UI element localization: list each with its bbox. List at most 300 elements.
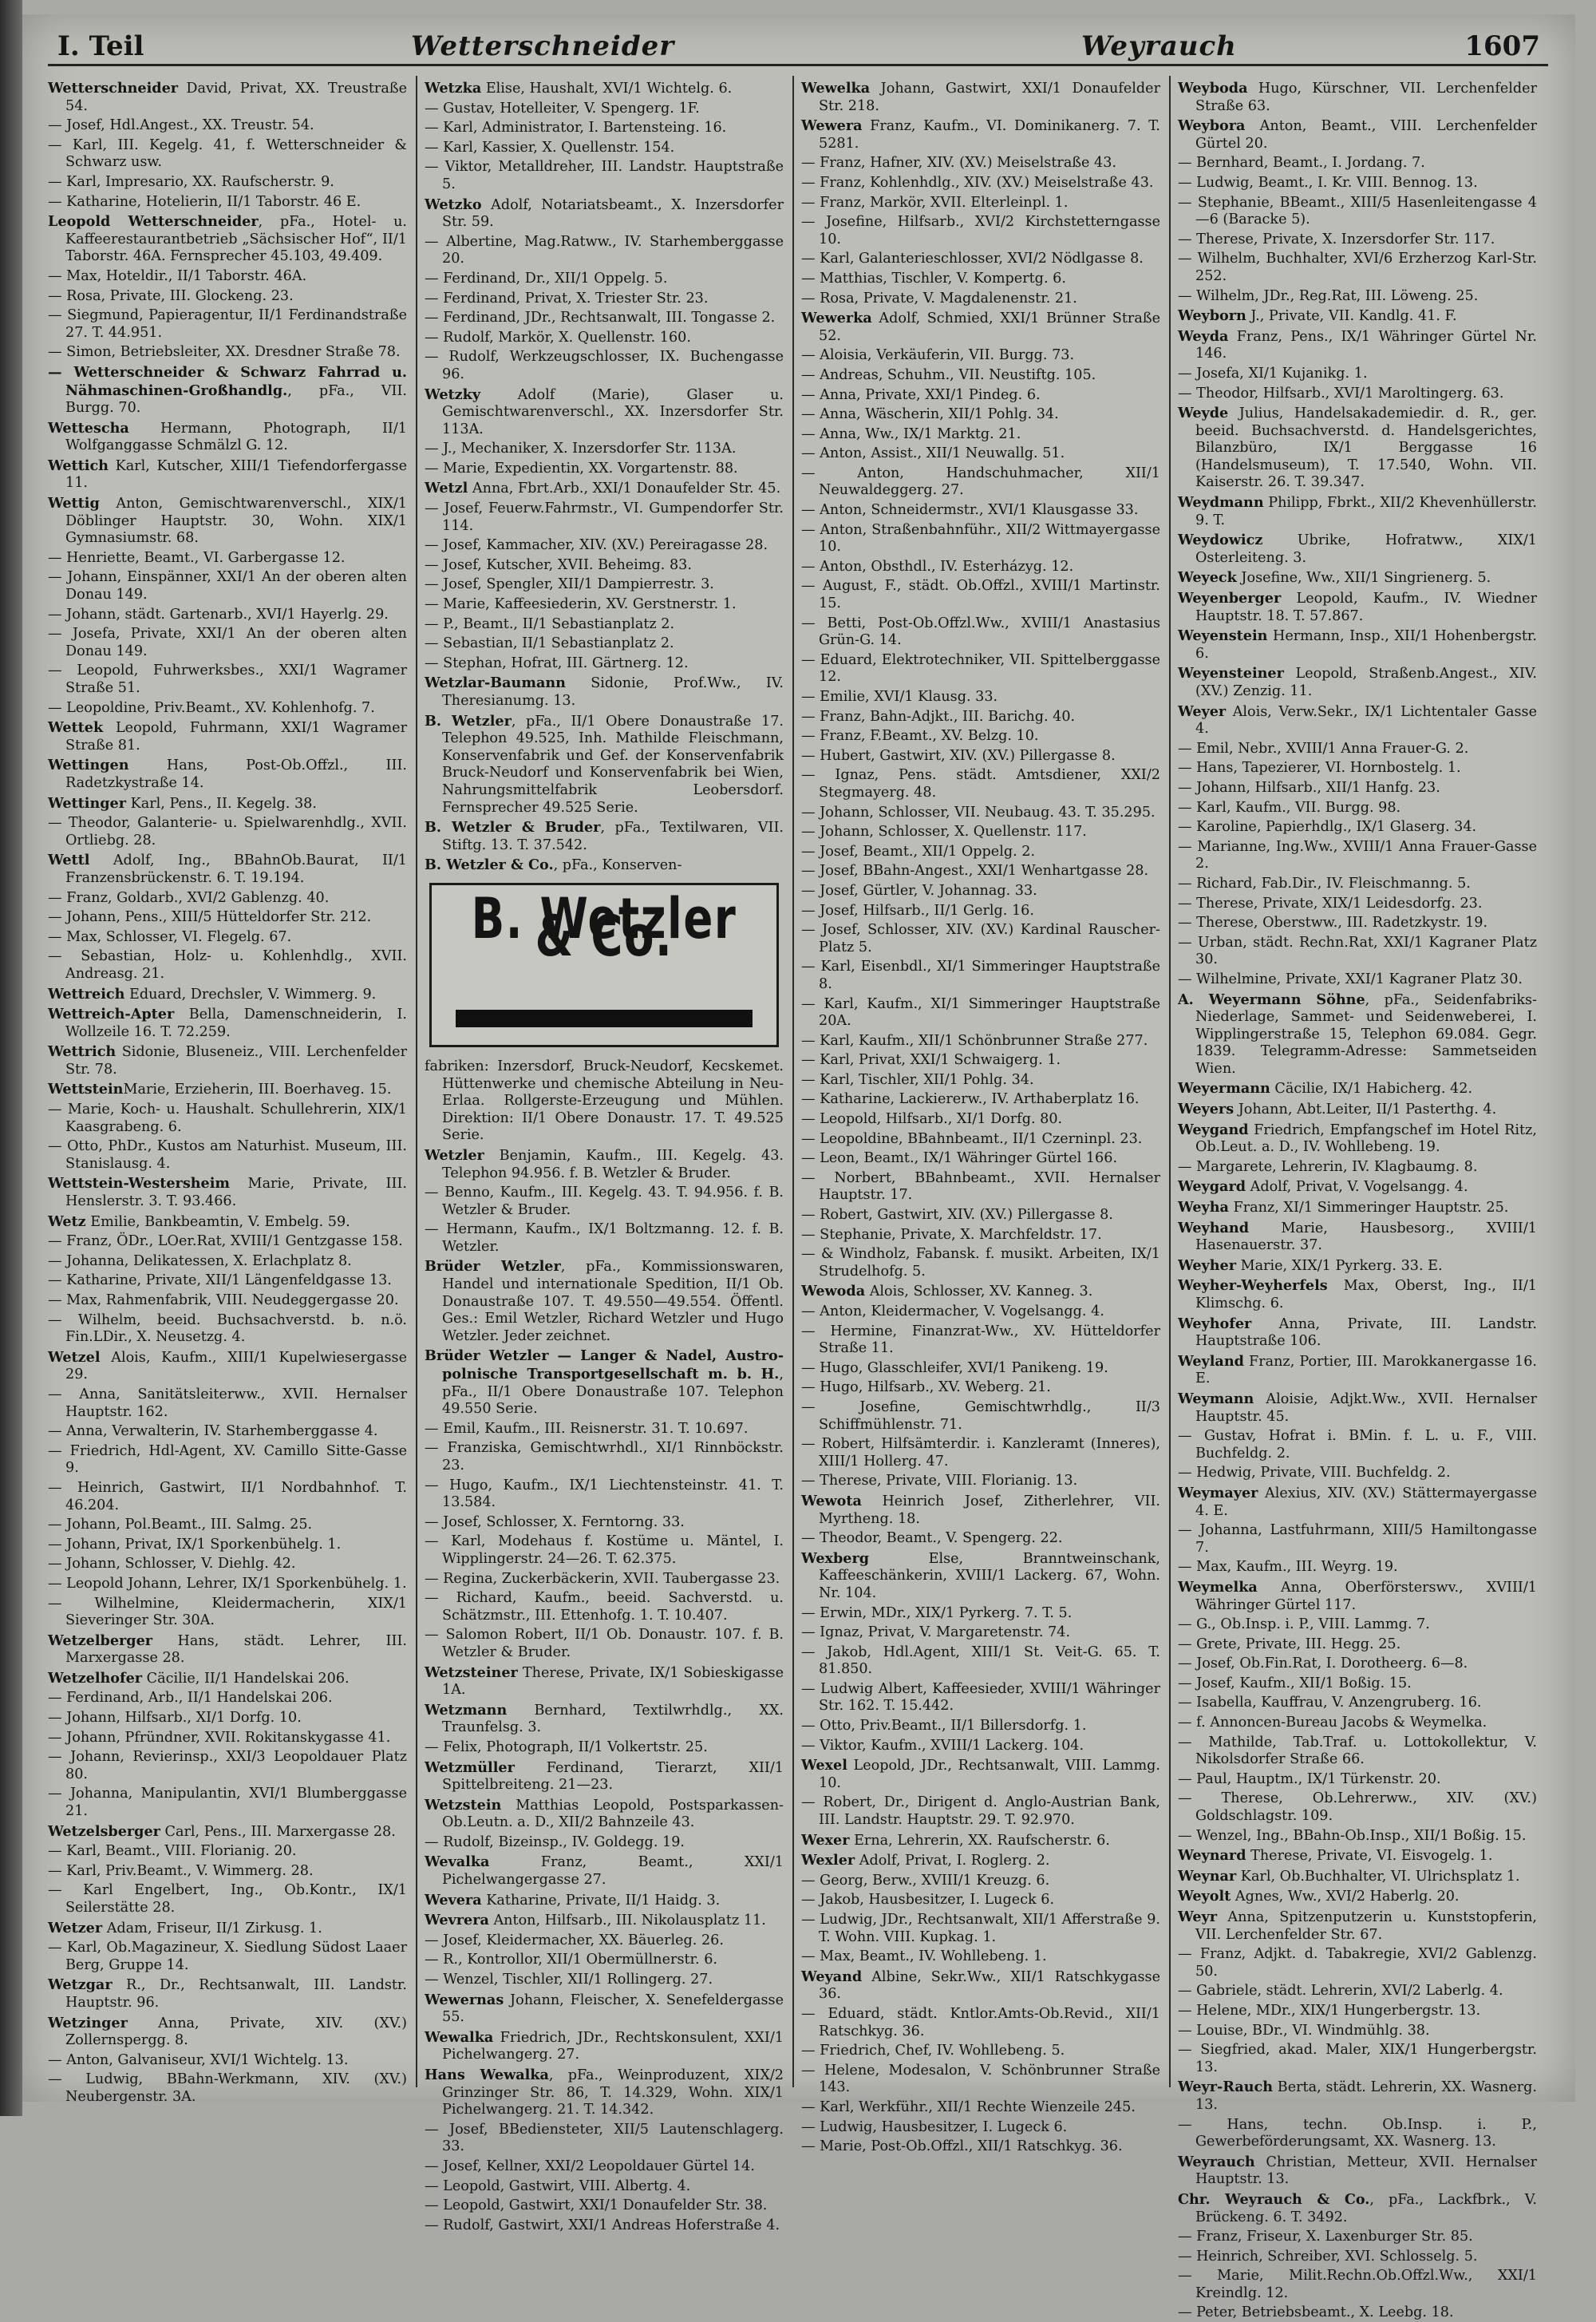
directory-entry [1178, 1353, 1537, 1388]
entry-details: — Hans, Tapezierer, VI. Hornbostelg. 1. [1178, 760, 1461, 777]
directory-entry [48, 1690, 407, 1707]
entry-details: — Johann, Pol.Beamt., III. Salmg. 25. [48, 1517, 313, 1533]
entry-name: Weyboda [1178, 80, 1248, 97]
entry-details: Franz, Portier, III. Marokkanergasse 16. E. [1195, 1353, 1537, 1387]
entry-details: Therese, Private, IX/1 Sobieskigasse 1A. [442, 1664, 784, 1699]
entry-details: — Johann, Privat, IX/1 Sporkenbühelg. 1. [48, 1536, 342, 1553]
directory-entry [1178, 1220, 1537, 1255]
entry-name: Wewernas [425, 1991, 504, 2008]
directory-entry [1178, 1522, 1537, 1557]
entry-details: — Leopold, Gastwirt, VIII. Albertg. 4. [425, 2178, 691, 2194]
entry-details: — Matthias, Tischler, V. Kompertg. 6. [801, 270, 1066, 287]
entry-name: Weyrauch [1178, 2153, 1255, 2170]
entry-details: — Franz, Kohlenhdlg., XIV. (XV.) Meiselstraße 43. [801, 174, 1154, 191]
directory-entry [1178, 2191, 1537, 2226]
directory-entry [801, 1681, 1160, 1715]
entry-details: Katharine, Private, II/1 Haidg. 3. [481, 1892, 721, 1909]
directory-entry [48, 1081, 407, 1099]
directory-entry [425, 1912, 784, 1930]
entry-details: — Josef, Kammacher, XIV. (XV.) Pereiragasse 28. [425, 537, 768, 554]
entry-details: Hermann, Insp., XII/1 Hohenbergstr. 6. [1195, 628, 1537, 662]
directory-entry [48, 1480, 407, 1514]
directory-entry [425, 1739, 784, 1757]
directory-entry [48, 948, 407, 983]
entry-name: Weyda [1178, 327, 1229, 345]
entry-details: — Johann, Revierinsp., XXI/3 Leopoldauer Platz 80. [48, 1749, 407, 1782]
entry-name: Weyensteiner [1178, 665, 1284, 682]
entry-details: Johann, Abt.Leiter, II/1 Pasterthg. 4. [1234, 1102, 1497, 1118]
directory-entry [48, 1043, 407, 1078]
entry-details: Friedrich, JDr., Rechtskonsulent, XXI/1 Pichelwangerg. 27. [442, 2029, 784, 2063]
entry-details: Johann, Fleischer, X. Senefeldergasse 55. [442, 1992, 784, 2026]
directory-entry [1178, 2249, 1537, 2266]
directory-entry [425, 1571, 784, 1588]
directory-entry [425, 159, 784, 193]
directory-entry [801, 805, 1160, 822]
entry-details: Adolf, Privat, I. Roglerg. 2. [855, 1853, 1050, 1869]
directory-entry [1178, 175, 1537, 192]
directory-entry [48, 1632, 407, 1667]
directory-entry [48, 929, 407, 947]
directory-entry [48, 457, 407, 492]
entry-details: — Eduard, städt. Kntlor.Amts-Ob.Revid., XII/1 Ratschkyg. 36. [801, 2005, 1160, 2039]
entry-details: — Therese, Ob.Lehrerww., XIV. (XV.) Goldschlagstr. 109. [1178, 1790, 1537, 1825]
directory-entry [48, 1596, 407, 1630]
entry-name: Wewera [801, 117, 863, 135]
entry-details: — Karl, Kaufm., VII. Burgg. 98. [1178, 799, 1401, 816]
entry-details: — Franz, Hafner, XIV. (XV.) Meiselstraße 43. [801, 155, 1117, 172]
entry-details: — Franziska, Gemischtwrhdl., XI/1 Rinnböckstr. 23. [425, 1440, 784, 1474]
directory-entry [1178, 1790, 1537, 1825]
directory-entry [425, 2197, 784, 2215]
entry-details: Sidonie, Bluseneiz., VIII. Lerchenfelder Str. 78. [65, 1044, 407, 1078]
entry-details: Leopold, Straßenb.Angest., XIV. (XV.) Zenzig. 11. [1195, 666, 1537, 699]
directory-entry [801, 1530, 1160, 1548]
directory-entry [425, 461, 784, 478]
directory-entry [1178, 741, 1537, 758]
entry-details: Adolf, Privat, V. Vogelsangg. 4. [1246, 1179, 1468, 1196]
entry-details: — Leopoldine, Priv.Beamt., XV. Kohlenhofg. 7. [48, 699, 375, 716]
entry-details: Marie, Private, III. Henslerstr. 3. T. 93.466. [65, 1176, 407, 1210]
entry-name: Wewota [801, 1492, 862, 1509]
directory-entry [48, 1517, 407, 1534]
directory-entry [1178, 288, 1537, 306]
entry-details: Else, Branntweinschank, Kaffeeschänkerin, XVIII/1 Lackerg. 67, Wohn. Nr. 104. [819, 1550, 1160, 1601]
directory-entry [48, 795, 407, 813]
entry-details: — Johann, Schlosser, V. Diehlg. 42. [48, 1556, 296, 1572]
entry-details: — Johann, Hilfsarb., XII/1 Hanfg. 23. [1178, 779, 1440, 796]
directory-entry [48, 1443, 407, 1477]
directory-entry [801, 1227, 1160, 1244]
entry-details: — Ferdinand, Arb., II/1 Handelskai 206. [48, 1690, 333, 1707]
directory-entry [425, 856, 784, 875]
entry-details: — Karl, Beamt., VIII. Florianig. 20. [48, 1843, 297, 1860]
entry-name: Wetzstein [425, 1796, 502, 1814]
section-label: I. Teil [57, 30, 144, 62]
entry-details: — Albertine, Mag.Ratww., IV. Starhemberggasse 20. [425, 233, 784, 267]
entry-details: — Salomon Robert, II/1 Ob. Donaustr. 107. f. B. Wetzler & Bruder. [425, 1627, 784, 1660]
entry-details: — Josef, Feuerw.Fahrmstr., VI. Gumpendorfer Str. 114. [425, 500, 784, 534]
directory-entry [1178, 1390, 1537, 1426]
directory-entry [801, 367, 1160, 385]
directory-entry [425, 1797, 784, 1832]
directory-entry [801, 1968, 1160, 2004]
entry-details: — Stephanie, BBeamt., XIII/5 Hasenleitengasse 4—6 (Baracke 5). [1178, 194, 1537, 228]
directory-entry [48, 1940, 407, 1974]
directory-entry [1178, 896, 1537, 913]
entry-details: — Gustav, Hotelleiter, V. Spengerg. 1F. [425, 100, 700, 117]
entry-details: Marie, Erzieherin, III. Boerhaveg. 15. [123, 1082, 392, 1098]
directory-entry [801, 1246, 1160, 1280]
entry-details: — Siegmund, Papieragentur, II/1 Ferdinandstraße 27. T. 44.951. [48, 307, 407, 341]
entry-details: — Hugo, Kaufm., IX/1 Liechtensteinstr. 41. T. 13.584. [425, 1477, 784, 1511]
entry-details: — Gustav, Hofrat i. BMin. f. L. u. F., VIII. Buchfeldg. 2. [1178, 1428, 1537, 1462]
directory-entry [801, 728, 1160, 746]
entry-details: — Wilhelm, Buchhalter, XVI/6 Erzherzog Karl-Str. 252. [1178, 251, 1537, 284]
directory-entry [425, 1058, 784, 1145]
entry-details: — Rudolf, Werkzeugschlosser, IX. Buchengasse 96. [425, 349, 784, 382]
entry-details: — Leopold, Gastwirt, XXI/1 Donaufelder Str. 38. [425, 2197, 768, 2214]
entry-name: Wetzelberger [48, 1632, 153, 1649]
entry-details: — Karl, Privat, XXI/1 Schwaigerg. 1. [801, 1052, 1061, 1069]
entry-details: Berta, städt. Lehrerin, XX. Wasnerg. 13. [1195, 2079, 1537, 2113]
entry-details: Alois, Verw.Sekr., IX/1 Lichtentaler Gasse 4. [1195, 703, 1537, 738]
directory-entry [48, 1349, 407, 1384]
entry-details: — Karl, Ob.Magazineur, X. Siedlung Südost Laaer Berg, Gruppe 14. [48, 1940, 407, 1973]
directory-entry [1178, 703, 1537, 738]
entry-details: — Johann, Schlosser, X. Quellenstr. 117. [801, 824, 1087, 841]
entry-details: , pFa., Kommissionswaren, Handel und internationale Spedition, II/1 Ob. Donaustraße 107. T. 49.550—49.554. Öffentl. Ges.: Emil Wetzler, Richard Wetzler und Hugo Wetzler. Jeder zeichnet. [442, 1259, 784, 1344]
entry-details: — Franz, Goldarb., XVI/2 Gablenzg. 40. [48, 889, 330, 906]
entry-details: — Josefine, Gemischtwrhdlg., II/3 Schiffmühlenstr. 71. [801, 1398, 1160, 1433]
entry-details: — Karl, Priv.Beamt., V. Wimmerg. 28. [48, 1862, 314, 1879]
directory-entry [425, 120, 784, 137]
directory-entry [1178, 1080, 1537, 1098]
directory-entry [48, 1423, 407, 1441]
entry-name: Weydowicz [1178, 532, 1263, 549]
entry-name: Wettstein-Westersheim [48, 1175, 231, 1193]
entry-name: Chr. Weyrauch & Co. [1178, 2190, 1370, 2208]
entry-details: — Robert, Dr., Dirigent d. Anglo-Austrian Bank, III. Landstr. Hauptstr. 29. T. 92.970. [801, 1794, 1160, 1829]
entry-name: Weymann [1178, 1390, 1254, 1407]
directory-entry [425, 616, 784, 634]
entry-name: Weyhofer [1178, 1315, 1252, 1332]
entry-details: — J., Mechaniker, X. Inzersdorfer Str. 113A. [425, 441, 737, 457]
directory-entry [1178, 2023, 1537, 2040]
entry-details: — Viktor, Kaufm., XVIII/1 Lackerg. 104. [801, 1737, 1084, 1754]
directory-entry [801, 1473, 1160, 1490]
directory-entry [801, 1794, 1160, 1829]
directory-entry [801, 175, 1160, 192]
entry-details: — Johann, Einspänner, XXI/1 An der oberen alten Donau 149. [48, 569, 407, 603]
entry-name: Wettl [48, 852, 90, 869]
entry-name: — Wetterschneider & Schwarz Fahrrad u. Nähmaschinen-Großhandlg. [48, 363, 407, 399]
entry-details: — Friedrich, Chef, IV. Wohllebeng. 5. [801, 2043, 1065, 2059]
directory-entry [1178, 80, 1537, 115]
entry-details: — Johann, Hilfsarb., XI/1 Dorfg. 10. [48, 1710, 302, 1727]
directory-entry [1178, 876, 1537, 893]
entry-name: Weyenstein [1178, 627, 1268, 645]
entry-details: Karl, Pens., II. Kegelg. 38. [126, 795, 317, 812]
directory-entry [425, 1347, 784, 1418]
directory-entry [1178, 1616, 1537, 1634]
entry-details: Josefine, Ww., XII/1 Singrienerg. 5. [1236, 570, 1491, 587]
entry-details: — Josef, Schlosser, X. Ferntorng. 33. [425, 1513, 685, 1530]
entry-details: Anton, Beamt., VIII. Lerchenfelder Gürtel 20. [1195, 118, 1537, 152]
entry-details: — Marie, Expedientin, XX. Vorgartenstr. 88. [425, 460, 738, 477]
entry-name: Wetzinger [48, 2014, 128, 2031]
directory-entry [425, 441, 784, 458]
entry-name: Brüder Wetzler [425, 1258, 561, 1276]
directory-entry [425, 1185, 784, 1219]
entry-details: Anna, Private, III. Landstr. Hauptstraße 106. [1195, 1315, 1537, 1350]
entry-details: — Hedwig, Private, VIII. Buchfeldg. 2. [1178, 1465, 1451, 1481]
entry-details: R., Dr., Rechtsanwalt, III. Landstr. Hauptstr. 96. [65, 1977, 407, 2011]
entry-name: Wettek [48, 719, 104, 737]
entry-details: — Karl, Kaufm., XI/1 Simmeringer Hauptstraße 20A. [801, 995, 1160, 1030]
entry-details: — Marie, Post-Ob.Offzl., XII/1 Ratschkyg. 36. [801, 2138, 1123, 2155]
directory-entry [48, 1576, 407, 1593]
column-rule [792, 76, 794, 2087]
directory-entry [801, 922, 1160, 956]
directory-entry [425, 655, 784, 673]
entry-details: — Margarete, Lehrerin, IV. Klagbaumg. 8. [1178, 1158, 1478, 1175]
entry-details: — Marianne, Ing.Ww., XVIII/1 Anna Frauer-Gasse 2. [1178, 838, 1537, 872]
entry-details: Franz, Pens., IX/1 Währinger Gürtel Nr. 146. [1195, 328, 1537, 362]
directory-entry [48, 1292, 407, 1310]
entry-details: — Aloisia, Verkäuferin, VII. Burgg. 73. [801, 347, 1075, 364]
entry-details: — Josef, Kleidermacher, XX. Bäuerleg. 26. [425, 1932, 724, 1948]
entry-name: Weyha [1178, 1199, 1229, 1216]
directory-entry [48, 1006, 407, 1041]
directory-entry [48, 174, 407, 192]
entry-details: — Viktor, Metalldreher, III. Landstr. Hauptstraße 5. [425, 159, 784, 192]
entry-details: — Ferdinand, Privat, X. Triester Str. 23. [425, 290, 709, 307]
entry-details: Hermann, Photograph, II/1 Wolfganggasse Schmälzl G. 12. [65, 420, 407, 454]
entry-details: — Anton, Kleidermacher, V. Vogelsangg. 4. [801, 1303, 1104, 1319]
entry-details: — August, F., städt. Ob.Offzl., XVIII/1 Martinstr. 15. [801, 578, 1160, 612]
column-3 [801, 80, 1160, 2155]
directory-entry [48, 909, 407, 927]
directory-entry [48, 307, 407, 342]
entry-name: Wewelka [801, 80, 871, 97]
directory-entry [425, 1590, 784, 1624]
entry-details: — Paul, Hauptm., IX/1 Türkenstr. 20. [1178, 1770, 1441, 1787]
directory-entry [48, 2015, 407, 2050]
column-2 [425, 80, 784, 2233]
directory-entry [801, 615, 1160, 650]
entry-details: — Therese, Private, VIII. Florianig. 13. [801, 1473, 1078, 1489]
directory-entry [1178, 1695, 1537, 1712]
entry-details: Leopold, Kaufm., IV. Wiedner Hauptstr. 18. T. 57.867. [1195, 591, 1537, 624]
entry-details: — Georg, Berw., XVIII/1 Kreuzg. 6. [801, 1872, 1050, 1889]
directory-entry [801, 863, 1160, 880]
directory-entry [425, 349, 784, 383]
entry-details: David, Privat, XX. Treustraße 54. [65, 81, 407, 114]
entry-name: Weybora [1178, 117, 1246, 135]
directory-entry [801, 271, 1160, 288]
entry-details: Benjamin, Kaufm., III. Kegelg. 43. Telephon 94.956. f. B. Wetzler & Bruder. [442, 1147, 784, 1181]
entry-details: — Erwin, MDr., XIX/1 Pyrkerg. 7. T. 5. [801, 1604, 1073, 1621]
entry-name: Wewoda [801, 1283, 866, 1300]
directory-entry [48, 117, 407, 135]
entry-name: Weyr-Rauch [1178, 2079, 1274, 2096]
entry-details: Bernhard, Textilwrhdlg., XX. Traunfelsg. 3. [442, 1702, 784, 1736]
entry-name: Wetzel [48, 1348, 101, 1366]
entry-details: — Anton, Assist., XII/1 Neuwallg. 51. [801, 445, 1065, 462]
directory-entry [425, 1221, 784, 1256]
entry-details: — Emil, Nebr., XVIII/1 Anna Frauer-G. 2. [1178, 740, 1469, 757]
directory-entry [425, 234, 784, 268]
directory-entry [1178, 760, 1537, 777]
directory-entry [48, 495, 407, 548]
directory-entry [1178, 1847, 1537, 1865]
directory-entry [1178, 1101, 1537, 1119]
directory-entry [801, 1170, 1160, 1205]
directory-entry [425, 1702, 784, 1737]
directory-entry [425, 1533, 784, 1568]
directory-entry [425, 537, 784, 555]
entry-details: Anna, Oberförsterswv., XVIII/1 Währinger Gürtel 117. [1195, 1579, 1537, 1613]
entry-details: — Johanna, Manipulantin, XVI/1 Blumberggasse 21. [48, 1786, 407, 1820]
entry-details: — Anton, Schneidermstr., XVI/1 Klausgasse 33. [801, 502, 1139, 519]
entry-details: — Peter, Betriebsbeamt., X. Leebg. 18. [1178, 2304, 1454, 2321]
entry-details: — Therese, Private, X. Inzersdorfer Str. 117. [1178, 231, 1495, 247]
entry-details: , pFa., Seidenfabriks-Niederlage, Sammet- und Seidenweberei, I. Wipplingerstraße 15, Telephon 69.084. Gegr. 1839. Telegramm-Adresse: Sammetseiden Wien. [1195, 991, 1537, 1077]
entry-details: — Josef, Kaufm., XII/1 Boßig. 15. [1178, 1675, 1412, 1691]
directory-entry [1178, 569, 1537, 587]
directory-entry [801, 1493, 1160, 1528]
directory-entry [48, 607, 407, 624]
directory-entry [801, 1605, 1160, 1623]
entry-details: , pFa., II/1 Obere Donaustraße 107. Telephon 49.550 Serie. [442, 1367, 784, 1418]
entry-details: — Josefa, XI/1 Kujanikg. 1. [1178, 365, 1368, 382]
directory-entry [1178, 2154, 1537, 2189]
directory-entry [425, 1853, 784, 1889]
entry-details: — Anna, Ww., IX/1 Marktg. 21. [801, 425, 1021, 442]
entry-name: Wetzky [425, 386, 481, 403]
directory-entry [425, 1147, 784, 1182]
entry-name: Wettescha [48, 419, 129, 437]
entry-details: Agnes, Ww., XVI/2 Haberlg. 20. [1231, 1889, 1460, 1905]
directory-entry [801, 502, 1160, 520]
directory-entry [801, 1644, 1160, 1679]
directory-entry [1178, 991, 1537, 1078]
entry-name: Wetterschneider [48, 80, 179, 97]
entry-details: J., Private, VII. Kandlg. 41. F. [1246, 308, 1457, 325]
entry-details: — Otto, PhDr., Kustos am Naturhist. Museum, III. Stanislausg. 4. [48, 1138, 407, 1172]
directory-entry [801, 1131, 1160, 1149]
entry-details: Adolf, Notariatsbeamt., X. Inzersdorfer Str. 59. [442, 196, 784, 231]
entry-details: — Leopold, Hilfsarb., XI/1 Dorfg. 80. [801, 1111, 1063, 1128]
entry-details: — Anton, Obsthdl., IV. Esterházyg. 12. [801, 558, 1074, 575]
entry-name: Wexer [801, 1831, 850, 1849]
entry-details: Adolf (Marie), Glaser u. Gemischtwarenverschl., XX. Inzersdorfer Str. 113A. [442, 386, 784, 437]
directory-entry [1178, 2079, 1537, 2114]
entry-details: Johann, Gastwirt, XXI/1 Donaufelder Str. 218. [819, 81, 1160, 114]
directory-entry [48, 2052, 407, 2070]
entry-details: — Therese, Oberstww., III. Radetzkystr. 19. [1178, 915, 1488, 932]
entry-details: — Katharine, Hotelierin, II/1 Taborstr. 46 E. [48, 193, 361, 210]
entry-details: — Ludwig, Hausbesitzer, I. Lugeck 6. [801, 2118, 1068, 2135]
directory-entry [48, 1386, 407, 1421]
directory-entry [1178, 971, 1537, 989]
entry-details: — Henriette, Beamt., VI. Garbergasse 12. [48, 549, 346, 566]
directory-entry [801, 824, 1160, 841]
directory-entry [801, 1832, 1160, 1850]
entry-details: — Franz, Markör, XVII. Elterleinpl. 1. [801, 194, 1069, 211]
directory-entry [1178, 1121, 1537, 1157]
entry-details: — Josefa, Private, XXI/1 An der oberen alten Donau 149. [48, 626, 407, 659]
directory-entry [48, 1175, 407, 1210]
directory-entry [1178, 590, 1537, 625]
entry-details: Elise, Haushalt, XVI/1 Wichtelg. 6. [481, 81, 733, 97]
directory-entry [1178, 1983, 1537, 2000]
entry-name: Wevalka [425, 1853, 490, 1871]
entry-details: — Stephanie, Private, X. Marchfeldstr. 17. [801, 1226, 1102, 1243]
directory-entry [801, 2006, 1160, 2040]
directory-entry [425, 291, 784, 308]
entry-details: — Ignaz, Pens. städt. Amtsdiener, XXI/2 Stegmayerg. 48. [801, 767, 1160, 801]
entry-details: — Johanna, Lastfuhrmann, XIII/5 Hamiltongasse 7. [1178, 1522, 1537, 1556]
entry-name: Wevrera [425, 1912, 489, 1929]
entry-details: — Karl, Kaufm., XII/1 Schönbrunner Straße 277. [801, 1032, 1148, 1049]
entry-details: — Betti, Post-Ob.Offzl.Ww., XVIII/1 Anastasius Grün-G. 14. [801, 615, 1160, 649]
directory-entry [425, 1440, 784, 1474]
directory-entry [425, 101, 784, 118]
entry-details: — Johann, Pens., XIII/5 Hütteldorfer Str. 212. [48, 909, 372, 926]
entry-details: Christian, Metteur, XVII. Hernalser Hauptstr. 13. [1195, 2154, 1537, 2188]
directory-entry [1178, 2229, 1537, 2246]
directory-entry [48, 550, 407, 568]
directory-entry [1178, 2003, 1537, 2020]
entry-name: Wetzl [425, 480, 468, 497]
last-entry-keyword: Weyrauch [1081, 30, 1237, 62]
entry-details: — Franz, ÖDr., LOer.Rat, XVIII/1 Gentzgasse 158. [48, 1233, 403, 1250]
directory-entry [801, 1718, 1160, 1735]
directory-entry [801, 1150, 1160, 1168]
directory-entry [425, 1664, 784, 1699]
directory-entry [801, 689, 1160, 706]
entry-details: Anna, Private, XIV. (XV.) Zollernspergg. 8. [65, 2015, 407, 2049]
directory-entry [801, 883, 1160, 900]
entry-details: — Heinrich, Schreiber, XVI. Schlosselg. 5. [1178, 2248, 1478, 2265]
directory-entry [48, 700, 407, 718]
directory-entry [48, 1730, 407, 1747]
directory-entry [48, 288, 407, 306]
directory-entry [801, 1111, 1160, 1129]
column-rule [416, 76, 417, 2087]
entry-details: Alois, Kaufm., XIII/1 Kupelwiesergasse 29. [65, 1349, 407, 1383]
directory-entry [1178, 366, 1537, 383]
directory-entry [425, 271, 784, 288]
advertisement-box [429, 883, 779, 1047]
entry-details: — Wilhelmine, Kleidermacherin, XIX/1 Sieveringer Str. 30A. [48, 1595, 407, 1629]
entry-name: Weymelka [1178, 1578, 1258, 1596]
entry-details: — Hermann, Kaufm., IX/1 Boltzmanng. 12. f. B. Wetzler. [425, 1221, 784, 1255]
directory-entry [1178, 839, 1537, 873]
entry-name: Wettingen [48, 757, 129, 774]
directory-entry [1178, 1828, 1537, 1845]
entry-name: Wetz [48, 1212, 86, 1230]
directory-entry [801, 80, 1160, 115]
directory-entry [425, 1477, 784, 1512]
entry-details: — Anna, Private, XXI/1 Pindeg. 6. [801, 386, 1041, 403]
entry-details: Cäcilie, IX/1 Habicherg. 42. [1270, 1081, 1473, 1098]
directory-entry [425, 1952, 784, 1969]
directory-entry [425, 2029, 784, 2064]
entry-details: Alexius, XIV. (XV.) Stättermayergasse 4. E. [1195, 1485, 1537, 1519]
